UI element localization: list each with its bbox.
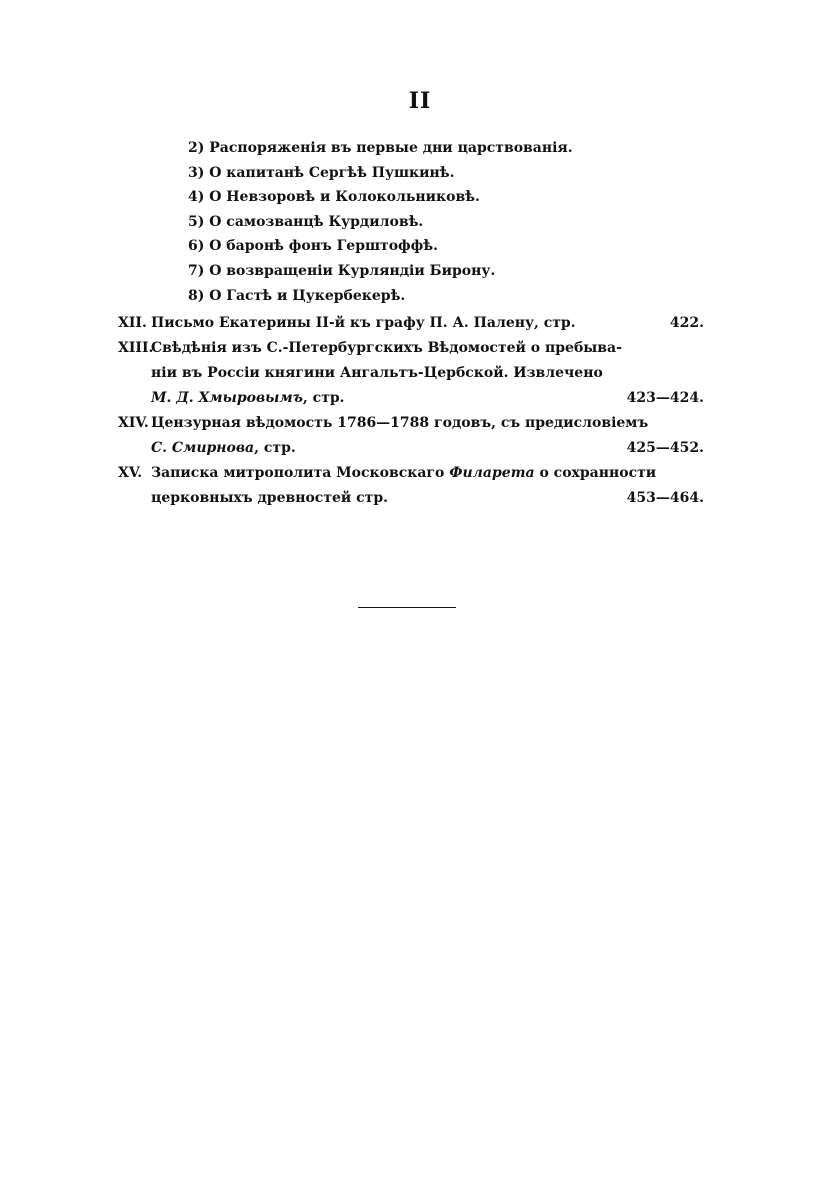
entry-title: Цензурная вѣдомость 1786—1788 годовъ, съ предисловіемъ xyxy=(151,415,649,431)
toc-entry-xii xyxy=(118,311,704,336)
toc-entry-xiv xyxy=(118,411,704,461)
page-number: II xyxy=(408,88,432,114)
entry-author: С. Смирнова xyxy=(151,440,255,456)
toc-entry-xv xyxy=(118,461,704,511)
sub-item: 3) О капитанѣ Сергѣѣ Пушкинѣ. xyxy=(188,164,455,181)
entry-title-continued: ніи въ Россіи княгини Ангальтъ-Цербской. Извлечено xyxy=(151,365,603,381)
sub-item: 5) О самозванцѣ Курдиловѣ. xyxy=(188,213,424,230)
entry-suffix: , стр. xyxy=(254,440,296,456)
entry-author: М. Д. Хмыровымъ xyxy=(151,390,303,406)
entry-numeral: XII. xyxy=(118,315,147,331)
sub-item: 7) О возвращеніи Курляндіи Бирону. xyxy=(188,262,496,279)
entry-page-ref: 453—464. xyxy=(626,490,704,506)
entry-suffix: , стр. xyxy=(302,390,345,406)
entry-title: Письмо Екатерины II-й къ графу П. А. Палену, стр. xyxy=(151,315,576,331)
toc-entries xyxy=(118,311,704,511)
entry-page-ref: 425—452. xyxy=(626,440,704,456)
entry-name: Филарета xyxy=(449,465,535,481)
entry-title: Записка митрополита Московскаго xyxy=(151,465,450,481)
entry-title-end: о сохранности xyxy=(534,465,657,481)
sub-item: 2) Распоряженія въ первые дни царствованія. xyxy=(188,140,573,156)
entry-page-ref: 423—424. xyxy=(626,390,704,406)
entry-numeral: XIV. xyxy=(118,415,149,431)
entry-numeral: XV. xyxy=(118,465,143,481)
divider-rule xyxy=(358,607,456,608)
sub-item: 4) О Невзоровѣ и Колокольниковѣ. xyxy=(188,189,480,206)
sub-item: 6) О баронѣ фонъ Герштоффѣ. xyxy=(188,238,439,255)
entry-title: Свѣдѣнія изъ С.-Петербургскихъ Вѣдомостей о пребыва- xyxy=(151,340,622,356)
sub-item-list xyxy=(188,136,608,308)
entry-page-ref: 422. xyxy=(669,315,704,331)
sub-item: 8) О Гастѣ и Цукербекерѣ. xyxy=(188,287,406,304)
entry-title-continued: церковныхъ древностей стр. xyxy=(151,490,389,506)
toc-entry-xiii xyxy=(118,336,704,411)
entry-numeral: XIII. xyxy=(118,340,154,356)
